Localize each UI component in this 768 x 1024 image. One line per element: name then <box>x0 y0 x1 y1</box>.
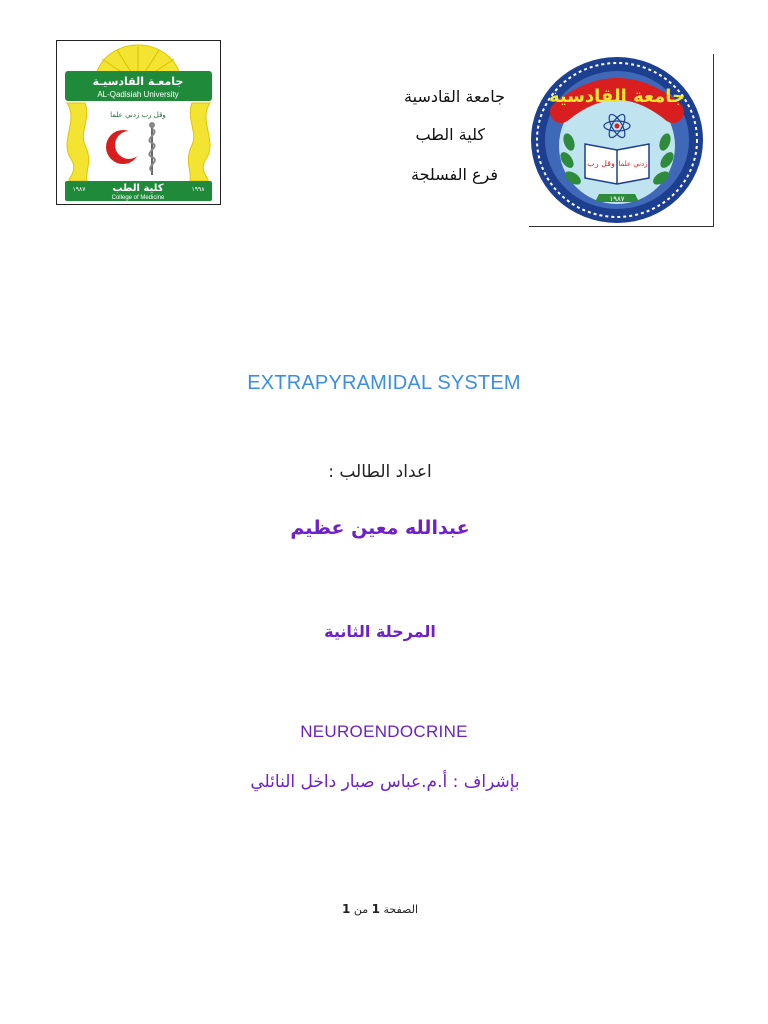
college-of-medicine-logo <box>56 40 221 205</box>
logo-year-left: ١٩٨٧ <box>72 186 86 193</box>
student-name: عبدالله معين عظيم <box>290 517 470 539</box>
supervisor-line: بإشراف : أ.م.عباس صبار داخل النائلي <box>250 772 520 792</box>
department-name: فرع الفسلجة <box>411 165 498 184</box>
logo-motto: وقل رب زدني علما <box>110 111 166 119</box>
page-number-footer <box>230 902 530 916</box>
logo-bottom-text: كلية الطب <box>112 183 164 194</box>
seal-frame-right <box>713 54 714 227</box>
footer-page-number: 1 <box>371 902 380 916</box>
seal-year: ١٩٨٧ <box>609 195 625 203</box>
document-title: EXTRAPYRAMIDAL SYSTEM <box>247 372 521 394</box>
university-seal-logo <box>529 54 714 227</box>
academic-stage: المرحلة الثانية <box>324 622 436 641</box>
university-seal-graphic <box>529 54 713 226</box>
university-name: جامعة القادسية <box>404 87 505 106</box>
college-name: كلية الطب <box>415 125 485 144</box>
footer-of-word: من <box>353 903 369 916</box>
logo-bottom-latin: College of Medicine <box>111 195 165 201</box>
seal-arc-text: جامعة القادسية <box>548 86 686 107</box>
logo-year-right: ١٩٩٨ <box>191 186 205 193</box>
footer-page-word: الصفحة <box>383 903 418 916</box>
logo-latin-text: AL-Qadisiah University <box>97 90 179 99</box>
seal-book-left-text: وقل رب <box>587 159 615 168</box>
logo-top-text: جامعـة القادسيـة <box>92 75 184 88</box>
subject-name: NEUROENDOCRINE <box>300 722 468 741</box>
prepared-by-label: اعداد الطالب : <box>328 462 432 482</box>
footer-page-total: 1 <box>342 902 351 916</box>
seal-book-right-text: زدني علما <box>618 160 648 168</box>
seal-frame-bottom <box>529 226 714 227</box>
college-logo-graphic <box>57 41 220 204</box>
